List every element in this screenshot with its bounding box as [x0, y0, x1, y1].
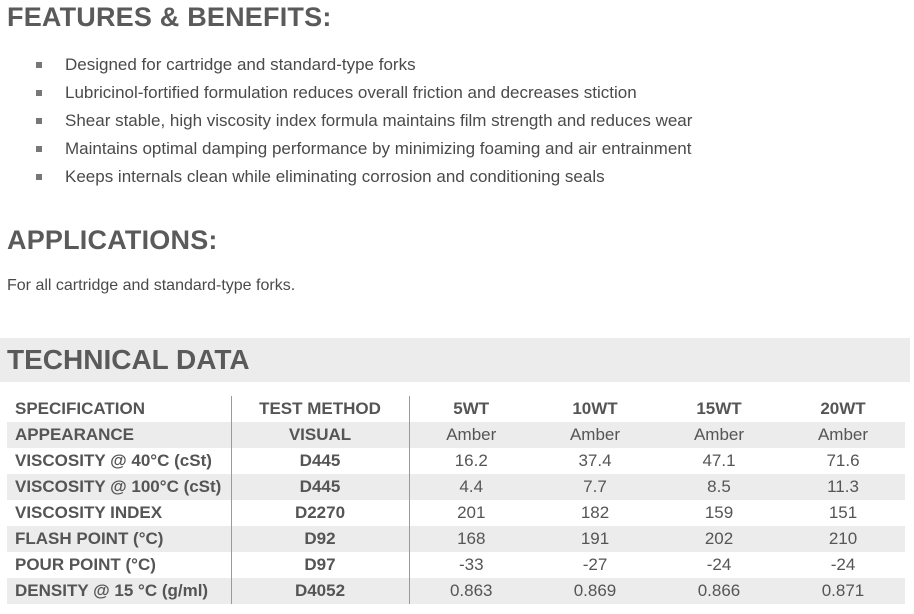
list-item	[36, 54, 692, 82]
test-method-cell: VISUAL	[231, 422, 409, 448]
bullet-square-icon	[36, 118, 42, 124]
value-cell: 191	[533, 526, 657, 552]
bullet-square-icon	[36, 62, 42, 68]
applications-heading: APPLICATIONS:	[7, 225, 218, 255]
value-cell: 0.871	[781, 578, 905, 604]
table-row	[7, 474, 905, 500]
features-list	[36, 54, 692, 194]
spec-cell: VISCOSITY @ 100°C (cSt)	[7, 474, 231, 500]
value-cell: 168	[409, 526, 533, 552]
bullet-square-icon	[36, 146, 42, 152]
column-header: 20WT	[820, 399, 866, 418]
value-cell: -24	[830, 555, 856, 574]
value-cell: 11.3	[781, 474, 905, 500]
features-heading: FEATURES & BENEFITS:	[7, 2, 332, 32]
table-row	[7, 500, 905, 526]
value-cell: 151	[828, 503, 858, 522]
feature-text: Shear stable, high viscosity index formula maintains film strength and reduces wear	[65, 111, 693, 130]
table-row	[7, 552, 905, 578]
spec-cell: DENSITY @ 15 °C (g/ml)	[7, 578, 231, 604]
column-header: 10WT	[572, 399, 618, 418]
table-row	[7, 448, 905, 474]
value-cell: -27	[582, 555, 608, 574]
value-cell: 8.5	[657, 474, 781, 500]
test-method-cell: D97	[231, 552, 409, 578]
value-cell: 159	[704, 503, 734, 522]
spec-cell: VISCOSITY INDEX	[15, 503, 163, 522]
technical-heading: TECHNICAL DATA	[7, 344, 250, 375]
list-item	[36, 82, 692, 110]
value-cell: 202	[657, 526, 781, 552]
test-method-cell: D92	[231, 526, 409, 552]
test-method-cell: D445	[231, 448, 409, 474]
value-cell: Amber	[533, 422, 657, 448]
feature-text: Maintains optimal damping performance by minimizing foaming and air entrainment	[65, 139, 692, 158]
value-cell: Amber	[781, 422, 905, 448]
value-cell: 16.2	[454, 451, 488, 470]
value-cell: Amber	[409, 422, 533, 448]
spec-cell: APPEARANCE	[7, 422, 231, 448]
test-method-cell: D4052	[231, 578, 409, 604]
value-cell: Amber	[657, 422, 781, 448]
feature-text: Keeps internals clean while eliminating corrosion and conditioning seals	[65, 167, 605, 186]
value-cell: 201	[457, 503, 486, 522]
value-cell: 7.7	[533, 474, 657, 500]
bullet-square-icon	[36, 90, 42, 96]
value-cell: 37.4	[578, 451, 612, 470]
column-header: 5WT	[453, 399, 490, 418]
applications-text: For all cartridge and standard-type forks.	[7, 277, 296, 294]
bullet-square-icon	[36, 174, 42, 180]
spec-cell: VISCOSITY @ 40°C (cSt)	[15, 451, 212, 470]
test-method-cell: D445	[231, 474, 409, 500]
value-cell: 210	[781, 526, 905, 552]
spec-cell: POUR POINT (°C)	[15, 555, 156, 574]
test-method-cell: D2270	[231, 500, 409, 526]
list-item	[36, 166, 692, 194]
value-cell: -33	[458, 555, 484, 574]
table-header-row	[7, 396, 905, 422]
value-cell: 47.1	[702, 451, 736, 470]
value-cell: 182	[580, 503, 610, 522]
column-header: 15WT	[696, 399, 742, 418]
column-header: TEST METHOD	[231, 396, 409, 422]
technical-data-table	[7, 396, 905, 604]
table-row	[7, 422, 905, 448]
feature-text: Designed for cartridge and standard-type forks	[65, 55, 416, 74]
spec-cell: FLASH POINT (°C)	[7, 526, 231, 552]
value-cell: 4.4	[409, 474, 533, 500]
value-cell: 0.869	[533, 578, 657, 604]
value-cell: -24	[706, 555, 732, 574]
value-cell: 0.866	[657, 578, 781, 604]
column-header: SPECIFICATION	[15, 399, 146, 418]
value-cell: 0.863	[409, 578, 533, 604]
list-item	[36, 110, 692, 138]
table-row	[7, 526, 905, 552]
feature-text: Lubricinol-fortified formulation reduces overall friction and decreases stiction	[65, 83, 637, 102]
table-row	[7, 578, 905, 604]
value-cell: 71.6	[826, 451, 860, 470]
list-item	[36, 138, 692, 166]
